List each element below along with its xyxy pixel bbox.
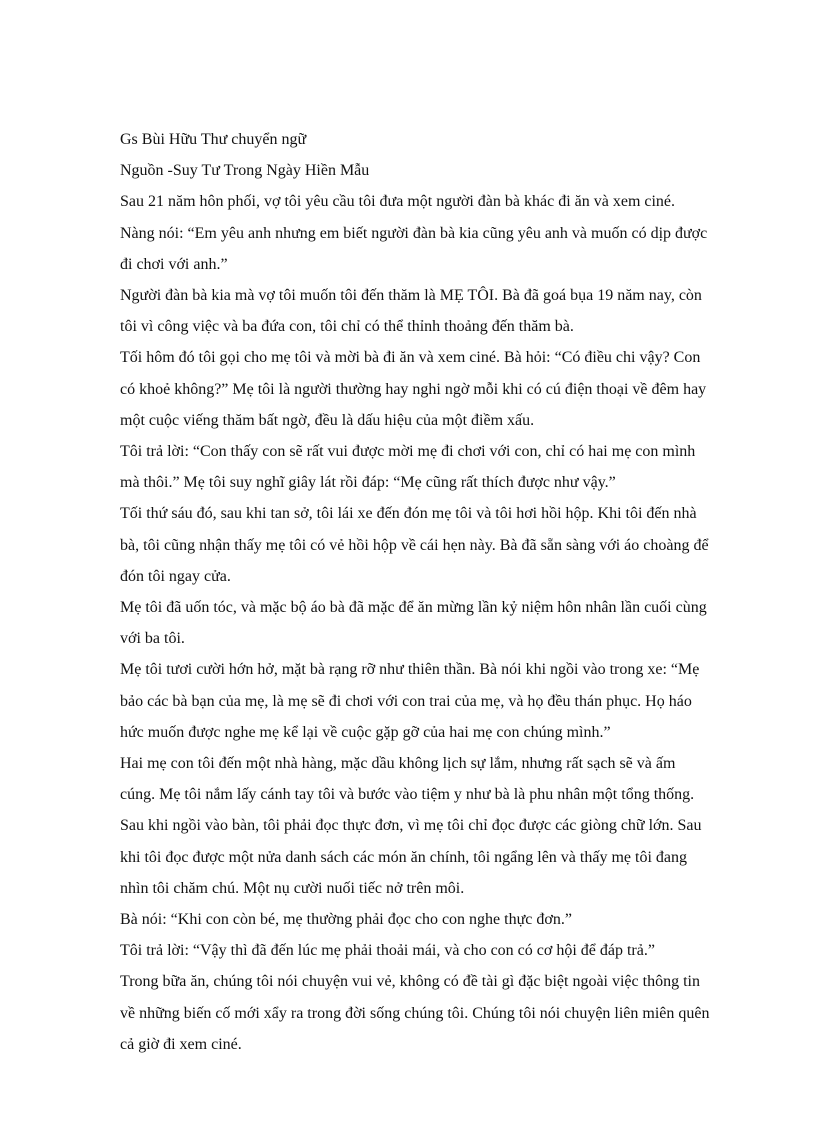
paragraph: Tôi trả lời: “Con thấy con sẽ rất vui được mời mẹ đi chơi với con, chỉ có hai mẹ con mình mà thôi.” Mẹ tôi suy nghĩ giây lát rồi đáp: “Mẹ cũng rất thích được như vậy.” [120,443,696,492]
document-page [120,124,710,1060]
paragraph: Hai mẹ con tôi đến một nhà hàng, mặc dầu không lịch sự lắm, nhưng rất sạch sẽ và ấm cúng. Mẹ tôi nắm lấy cánh tay tôi và bước vào tiệm y như bà là phu nhân một tổng thống. Sau khi ngồi vào bàn, tôi phải đọc thực đơn, vì mẹ tôi chỉ đọc được các giòng chữ lớn. Sau khi tôi đọc được một nửa danh sách các món ăn chính, tôi ngẩng lên và thấy mẹ tôi đang nhìn tôi chăm chú. Một nụ cười nuối tiếc nở trên môi. [120,755,702,897]
byline: Gs Bùi Hữu Thư chuyển ngữ [120,131,307,148]
paragraph: Bà nói: “Khi con còn bé, mẹ thường phải đọc cho con nghe thực đơn.” [120,911,572,929]
source-line: Nguồn -Suy Tư Trong Ngày Hiền Mẫu [120,162,370,180]
paragraph: Mẹ tôi tươi cười hớn hở, mặt bà rạng rỡ như thiên thần. Bà nói khi ngồi vào trong xe: “Mẹ bảo các bà bạn của mẹ, là mẹ sẽ đi chơi với con trai của mẹ, và họ đều thán phục. Họ háo hức muốn được nghe mẹ kể lại về cuộc gặp gỡ của hai mẹ con chúng mình.” [120,661,700,741]
paragraph: Tối hôm đó tôi gọi cho mẹ tôi và mời bà đi ăn và xem ciné. Bà hỏi: “Có điều chi vậy? Con có khoẻ không?” Mẹ tôi là người thường hay nghi ngờ mỗi khi có cú điện thoại về đêm hay một cuộc viếng thăm bất ngờ, đều là dấu hiệu của một điềm xấu. [120,349,707,429]
paragraph: Sau 21 năm hôn phối, vợ tôi yêu cầu tôi đưa một người đàn bà khác đi ăn và xem ciné. [120,193,676,211]
paragraph: Người đàn bà kia mà vợ tôi muốn tôi đến thăm là MẸ TÔI. Bà đã goá bụa 19 năm nay, còn tôi vì công việc và ba đứa con, tôi chỉ có thể thỉnh thoảng đến thăm bà. [120,287,702,336]
paragraph: Trong bữa ăn, chúng tôi nói chuyện vui vẻ, không có đề tài gì đặc biệt ngoài việc thông tin về những biến cố mới xẩy ra trong đời sống chúng tôi. Chúng tôi nói chuyện liên miên quên cả giờ đi xem ciné. [120,973,710,1053]
paragraph: Tối thứ sáu đó, sau khi tan sở, tôi lái xe đến đón mẹ tôi và tôi hơi hồi hộp. Khi tôi đến nhà bà, tôi cũng nhận thấy mẹ tôi có vẻ hồi hộp về cái hẹn này. Bà đã sẵn sàng với áo choàng để đón tôi ngay cửa. [120,505,709,585]
paragraph: Mẹ tôi đã uốn tóc, và mặc bộ áo bà đã mặc để ăn mừng lần kỷ niệm hôn nhân lần cuối cùng với ba tôi. [120,599,707,648]
paragraph: Nàng nói: “Em yêu anh nhưng em biết người đàn bà kia cũng yêu anh và muốn có dịp được đi chơi với anh.” [120,224,708,273]
paragraph: Tôi trả lời: “Vậy thì đã đến lúc mẹ phải thoải mái, và cho con có cơ hội để đáp trả.” [120,942,655,960]
